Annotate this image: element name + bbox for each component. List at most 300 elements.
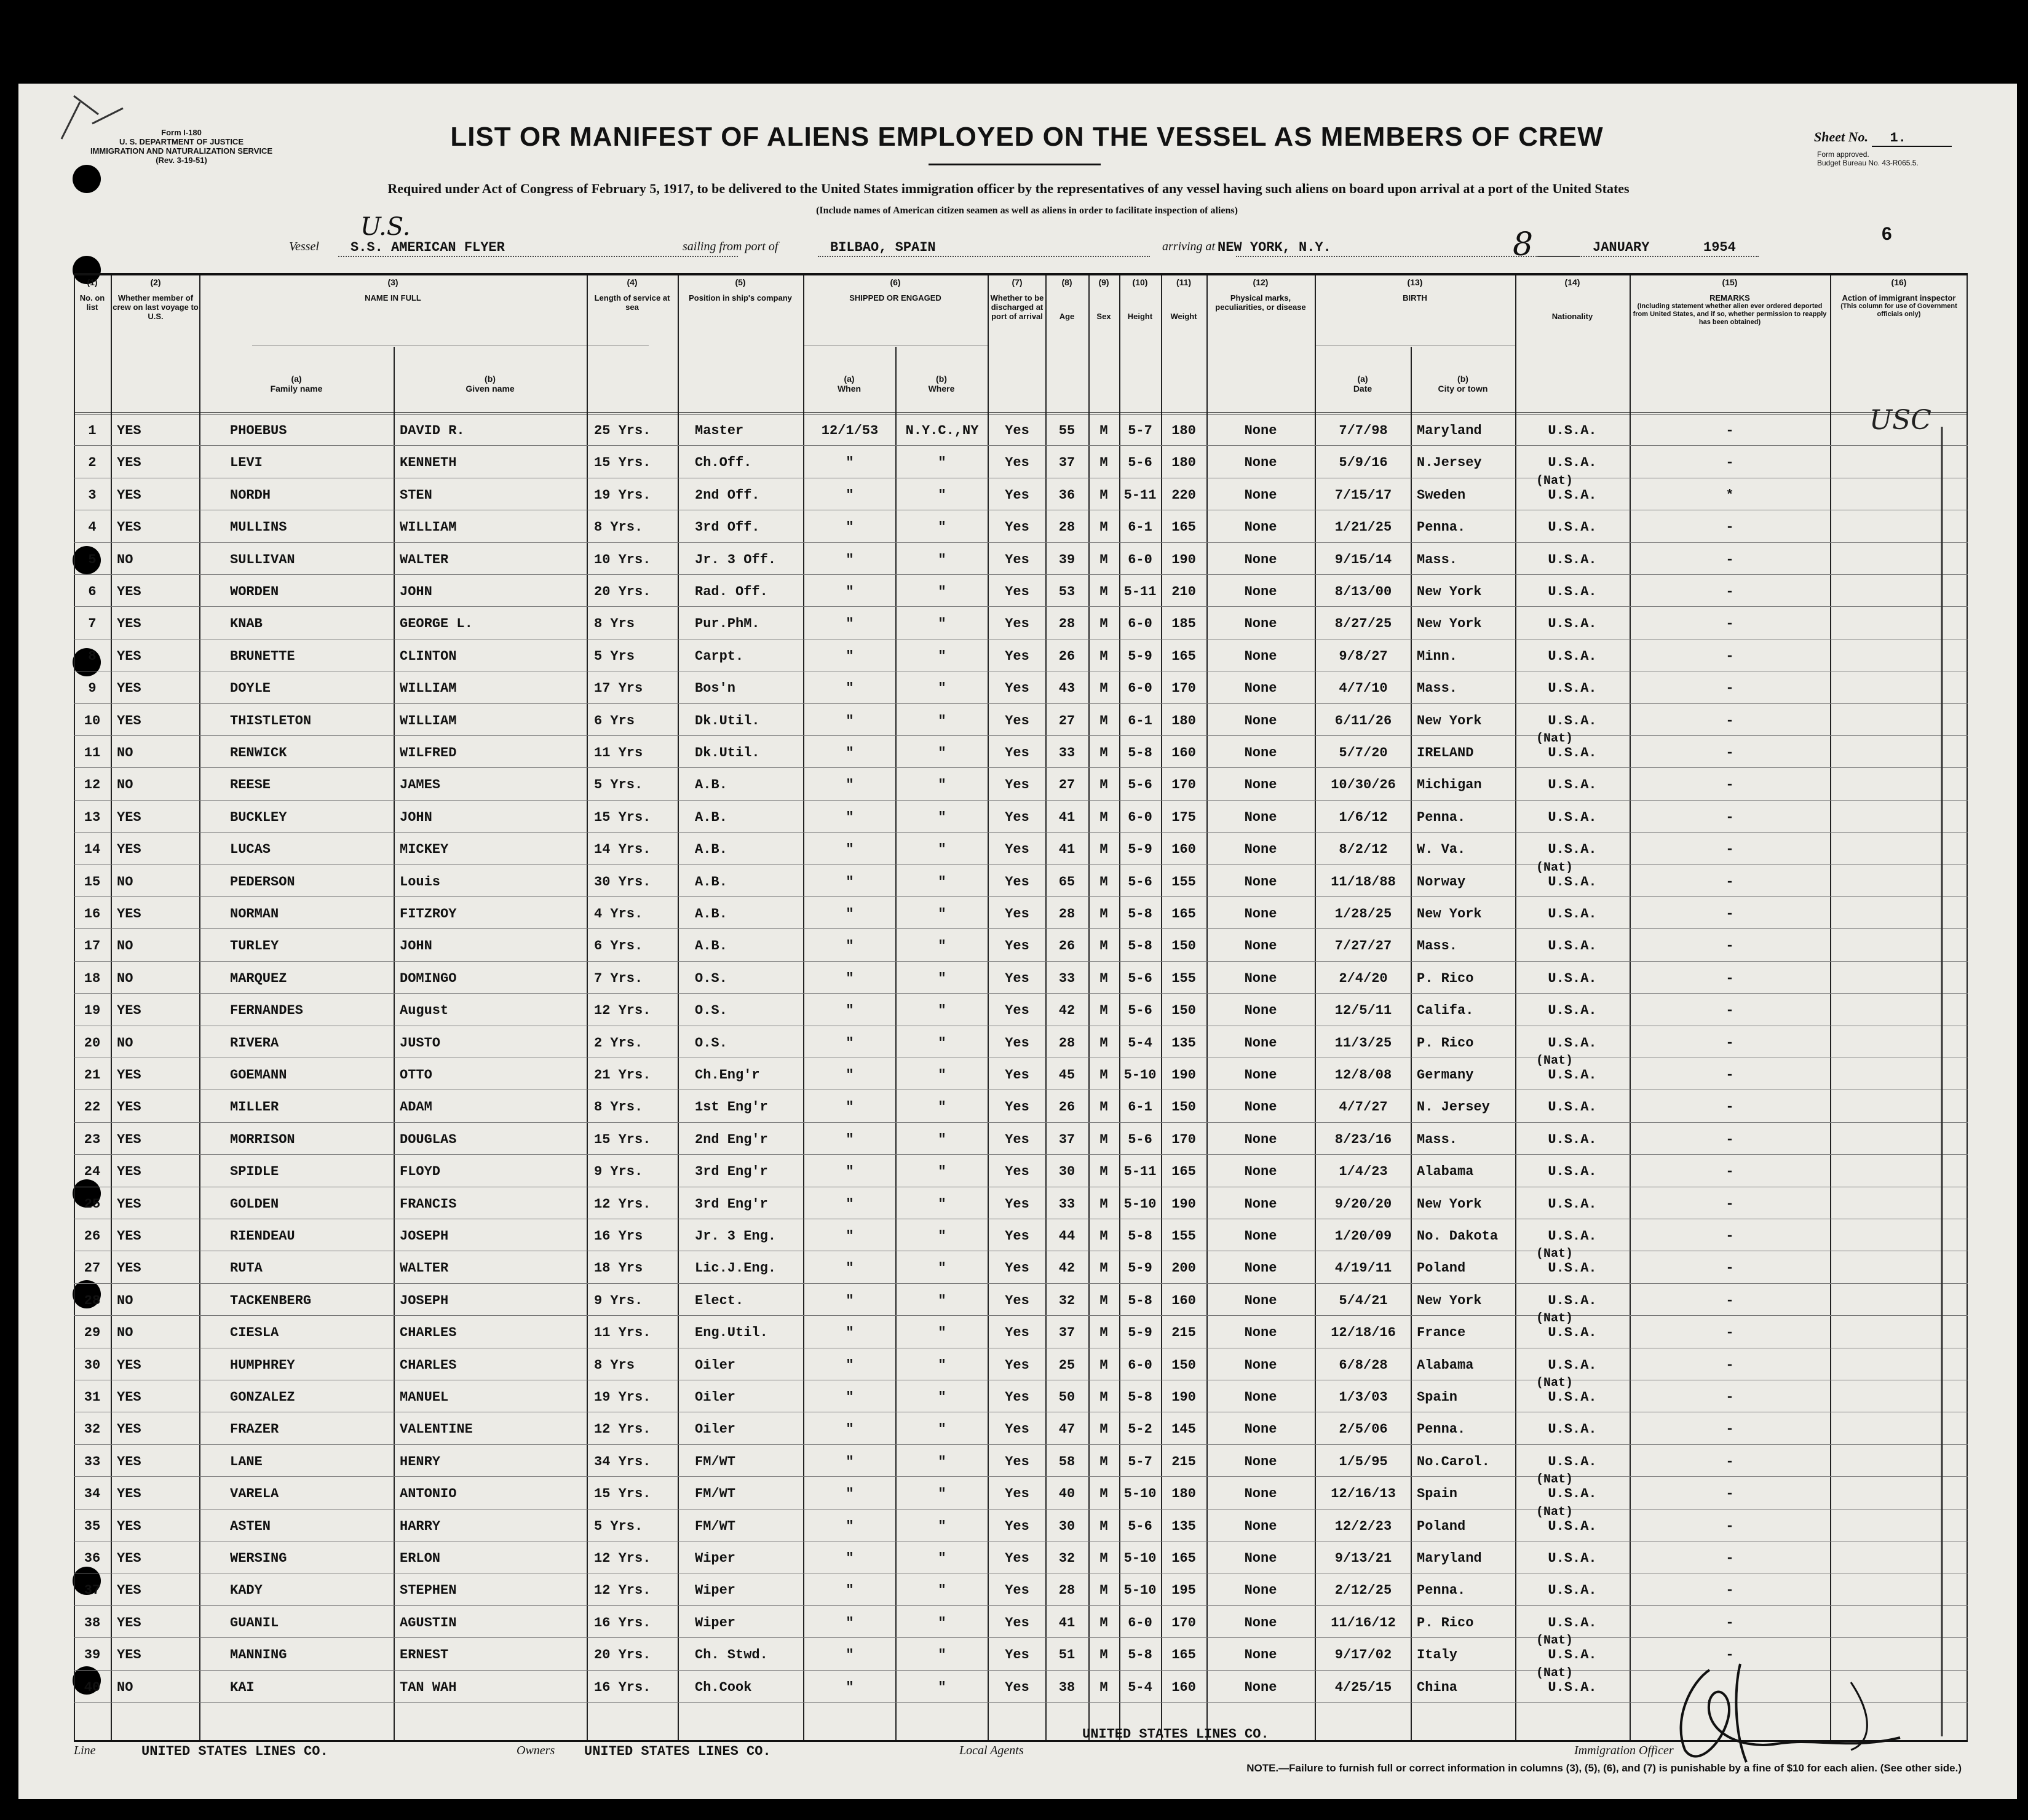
cell-shipped-where: " [938, 1131, 946, 1147]
cell-family-name: LUCAS [230, 842, 271, 858]
cell-physical-marks: None [1244, 1164, 1277, 1180]
cell-family-name: PEDERSON [230, 874, 295, 890]
cell-discharged: Yes [1005, 777, 1029, 793]
cell-weight: 165 [1171, 906, 1196, 922]
cell-birth-place: Maryland [1417, 423, 1482, 438]
cell-shipped-where: " [938, 1164, 946, 1180]
cell-last-voyage: YES [117, 809, 141, 825]
cell-family-name: GONZALEZ [230, 1390, 295, 1405]
cell-weight: 170 [1171, 1615, 1196, 1631]
cell-last-voyage: YES [117, 1583, 141, 1599]
cell-family-name: BUCKLEY [230, 809, 287, 825]
cell-shipped-when: " [846, 970, 854, 986]
cell-sex: M [1099, 1486, 1108, 1502]
cell-family-name: SULLIVAN [230, 552, 295, 568]
cell-family-name: ASTEN [230, 1518, 271, 1534]
cell-position: Eng.Util. [695, 1325, 768, 1341]
cell-age: 65 [1058, 874, 1075, 890]
cell-height: 5-8 [1128, 906, 1152, 922]
table-row [74, 962, 1968, 994]
cell-age: 27 [1058, 713, 1075, 729]
cell-height: 5-7 [1128, 423, 1152, 438]
cell-discharged: Yes [1005, 809, 1029, 825]
row-rule [74, 703, 1968, 704]
sheet-number [1814, 129, 1952, 147]
cell-height: 5-4 [1128, 1679, 1152, 1695]
cell-shipped-when: " [846, 1228, 854, 1244]
cell-physical-marks: None [1244, 809, 1277, 825]
cell-birth-place: Penna. [1417, 520, 1466, 536]
cell-position: Dk.Util. [695, 745, 760, 761]
cell-position: 3rd Off. [695, 520, 760, 536]
cell-discharged: Yes [1005, 1099, 1029, 1115]
cell-list-number: 5 [88, 552, 97, 568]
cell-physical-marks: None [1244, 906, 1277, 922]
cell-height: 5-8 [1128, 745, 1152, 761]
cell-physical-marks: None [1244, 1260, 1277, 1276]
cell-shipped-when: " [846, 777, 854, 793]
cell-list-number: 22 [84, 1099, 101, 1115]
cell-family-name: GOEMANN [230, 1067, 287, 1083]
cell-position: FM/WT [695, 1454, 736, 1470]
cell-weight: 165 [1171, 1647, 1196, 1663]
cell-discharged: Yes [1005, 874, 1029, 890]
cell-list-number: 1 [88, 423, 97, 438]
table-row [74, 1349, 1968, 1381]
cell-birth-place: Poland [1417, 1518, 1466, 1534]
cell-last-voyage: YES [117, 423, 141, 438]
cell-discharged: Yes [1005, 1679, 1029, 1695]
cell-remarks: - [1725, 1422, 1734, 1438]
cell-last-voyage: YES [117, 1003, 141, 1019]
cell-family-name: WORDEN [230, 584, 279, 599]
cell-height: 5-10 [1123, 1067, 1157, 1083]
cell-last-voyage: YES [117, 616, 141, 632]
cell-age: 58 [1058, 1454, 1075, 1470]
cell-age: 38 [1058, 1679, 1075, 1695]
header-inspector-action: (16) Action of immigrant inspector (This column for use of Government officials only) [1840, 277, 1957, 318]
cell-birth-date: 12/8/08 [1334, 1067, 1392, 1083]
sailing-from-label: sailing from port of [683, 240, 778, 253]
cell-service-length: 4 Yrs. [594, 906, 643, 922]
cell-given-name: TAN WAH [400, 1679, 457, 1695]
cell-service-length: 16 Yrs [594, 1228, 643, 1244]
cell-position: Elect. [695, 1292, 744, 1308]
cell-sex: M [1099, 713, 1108, 729]
cell-given-name: DAVID R. [400, 423, 465, 438]
cell-given-name: HENRY [400, 1454, 441, 1470]
cell-height: 5-10 [1123, 1486, 1157, 1502]
cell-position: Carpt. [695, 648, 744, 664]
cell-family-name: GOLDEN [230, 1196, 279, 1212]
table-row [74, 930, 1968, 962]
cell-remarks: - [1725, 1615, 1734, 1631]
cell-discharged: Yes [1005, 1583, 1029, 1599]
table-row [74, 1247, 1968, 1284]
table-row [74, 1054, 1968, 1091]
cell-remarks: - [1725, 1647, 1734, 1663]
table-row [74, 1413, 1968, 1445]
cell-last-voyage: NO [117, 1035, 133, 1051]
cell-sex: M [1099, 1454, 1108, 1470]
table-row [74, 1473, 1968, 1509]
cell-remarks: - [1725, 552, 1734, 568]
cell-family-name: TURLEY [230, 938, 279, 954]
cell-height: 5-10 [1123, 1196, 1157, 1212]
cell-nationality: U.S.A. [1548, 1292, 1597, 1308]
cell-given-name: STEPHEN [400, 1583, 457, 1599]
naturalized-note: (Nat) [1536, 1054, 1574, 1068]
crew-table [74, 273, 1968, 1742]
cell-position: 2nd Off. [695, 487, 760, 503]
cell-remarks: - [1725, 423, 1734, 438]
cell-given-name: August [400, 1003, 449, 1019]
cell-family-name: KNAB [230, 616, 263, 632]
cell-last-voyage: YES [117, 1422, 141, 1438]
cell-height: 5-8 [1128, 1228, 1152, 1244]
cell-last-voyage: NO [117, 938, 133, 954]
cell-birth-date: 6/11/26 [1334, 713, 1392, 729]
cell-last-voyage: YES [117, 584, 141, 599]
cell-birth-place: Michigan [1417, 777, 1482, 793]
cell-nationality: U.S.A. [1548, 777, 1597, 793]
cell-birth-place: P. Rico [1417, 1615, 1474, 1631]
cell-birth-date: 1/3/03 [1339, 1390, 1388, 1405]
cell-discharged: Yes [1005, 1390, 1029, 1405]
cell-family-name: NORMAN [230, 906, 279, 922]
header-birth-date: (a) Date [1353, 374, 1372, 394]
row-rule [74, 832, 1968, 833]
cell-given-name: FLOYD [400, 1164, 441, 1180]
cell-weight: 165 [1171, 1551, 1196, 1566]
table-row [74, 1376, 1968, 1413]
cell-physical-marks: None [1244, 487, 1277, 503]
cell-last-voyage: YES [117, 455, 141, 471]
cell-discharged: Yes [1005, 1228, 1029, 1244]
cell-position: Oiler [695, 1357, 736, 1373]
header-height: (10) Height [1127, 277, 1153, 321]
cell-height: 5-6 [1128, 1003, 1152, 1019]
cell-height: 6-0 [1128, 681, 1152, 697]
instruction-text: (Include names of American citizen seamen as well as aliens in order to facilitate inspection of aliens) [816, 205, 1238, 216]
cell-service-length: 6 Yrs. [594, 938, 643, 954]
cell-shipped-when: " [846, 906, 854, 922]
cell-given-name: FRANCIS [400, 1196, 457, 1212]
cell-shipped-where: " [938, 1551, 946, 1566]
cell-list-number: 13 [84, 809, 101, 825]
page-number: 6 [1882, 224, 1892, 244]
cell-remarks: - [1725, 616, 1734, 632]
row-rule [74, 928, 1968, 929]
cell-shipped-when: " [846, 1615, 854, 1631]
cell-shipped-when: 12/1/53 [821, 423, 879, 438]
cell-last-voyage: YES [117, 1454, 141, 1470]
cell-birth-place: New York [1417, 906, 1482, 922]
cell-remarks: - [1725, 745, 1734, 761]
cell-nationality: U.S.A. [1548, 713, 1597, 729]
cell-discharged: Yes [1005, 616, 1029, 632]
form-approved-text: Form approved. [1817, 150, 1869, 159]
cell-list-number: 18 [84, 970, 101, 986]
header-shipped-when: (a) When [837, 374, 862, 394]
cell-remarks: - [1725, 1390, 1734, 1405]
cell-birth-place: IRELAND [1417, 745, 1474, 761]
cell-age: 42 [1058, 1260, 1075, 1276]
cell-birth-date: 1/6/12 [1339, 809, 1388, 825]
header-birth-city: (b) City or town [1438, 374, 1488, 394]
cell-position: Bos'n [695, 681, 736, 697]
cell-position: 1st Eng'r [695, 1099, 768, 1115]
cell-birth-place: W. Va. [1417, 842, 1466, 858]
header-family-name: (a) Family name [270, 374, 323, 394]
cell-shipped-where: " [938, 777, 946, 793]
cell-birth-date: 7/7/98 [1339, 423, 1388, 438]
cell-remarks: - [1725, 842, 1734, 858]
cell-birth-date: 8/27/25 [1334, 616, 1392, 632]
cell-position: 3rd Eng'r [695, 1196, 768, 1212]
cell-weight: 190 [1171, 1390, 1196, 1405]
cell-family-name: WERSING [230, 1551, 287, 1566]
cell-sex: M [1099, 455, 1108, 471]
cell-shipped-where: " [938, 970, 946, 986]
cell-position: Ch.Off. [695, 455, 752, 471]
cell-service-length: 21 Yrs. [594, 1067, 651, 1083]
cell-height: 5-2 [1128, 1422, 1152, 1438]
naturalized-note: (Nat) [1536, 1473, 1574, 1487]
cell-physical-marks: None [1244, 1518, 1277, 1534]
cell-list-number: 35 [84, 1518, 101, 1534]
service-name: IMMIGRATION AND NATURALIZATION SERVICE [90, 146, 273, 156]
cell-physical-marks: None [1244, 1583, 1277, 1599]
cell-shipped-where: " [938, 584, 946, 599]
cell-height: 5-8 [1128, 1647, 1152, 1663]
cell-age: 41 [1058, 842, 1075, 858]
cell-last-voyage: NO [117, 745, 133, 761]
cell-remarks: - [1725, 1454, 1734, 1470]
cell-birth-place: Alabama [1417, 1357, 1474, 1373]
cell-shipped-when: " [846, 1486, 854, 1502]
cell-discharged: Yes [1005, 1067, 1029, 1083]
cell-last-voyage: NO [117, 552, 133, 568]
cell-remarks: - [1725, 938, 1734, 954]
cell-last-voyage: YES [117, 906, 141, 922]
header-given-name: (b) Given name [465, 374, 515, 394]
cell-height: 5-9 [1128, 648, 1152, 664]
voyage-line [289, 240, 1765, 262]
cell-height: 6-0 [1128, 616, 1152, 632]
cell-sex: M [1099, 970, 1108, 986]
cell-service-length: 6 Yrs [594, 713, 635, 729]
cell-service-length: 5 Yrs [594, 648, 635, 664]
cell-nationality: U.S.A. [1548, 1099, 1597, 1115]
header-list-number: (1) No. on list [79, 277, 105, 312]
cell-shipped-when: " [846, 1422, 854, 1438]
table-row [74, 1284, 1968, 1316]
cell-shipped-where: " [938, 1099, 946, 1115]
cell-weight: 150 [1171, 938, 1196, 954]
cell-birth-place: No. Dakota [1417, 1228, 1499, 1244]
cell-birth-place: Norway [1417, 874, 1466, 890]
cell-remarks: - [1725, 1196, 1734, 1212]
cell-age: 36 [1058, 487, 1075, 503]
cell-discharged: Yes [1005, 1454, 1029, 1470]
cell-shipped-where: " [938, 1454, 946, 1470]
cell-birth-date: 4/7/10 [1339, 681, 1388, 697]
cell-shipped-when: " [846, 1035, 854, 1051]
cell-birth-date: 4/25/15 [1334, 1679, 1392, 1695]
cell-discharged: Yes [1005, 1422, 1029, 1438]
cell-remarks: - [1725, 1067, 1734, 1083]
cell-age: 55 [1058, 423, 1075, 438]
cell-shipped-when: " [846, 584, 854, 599]
cell-position: FM/WT [695, 1518, 736, 1534]
cell-given-name: WILLIAM [400, 681, 457, 697]
cell-birth-date: 9/8/27 [1339, 648, 1388, 664]
cell-discharged: Yes [1005, 1003, 1029, 1019]
cell-given-name: ERLON [400, 1551, 441, 1566]
cell-family-name: RUTA [230, 1260, 263, 1276]
cell-service-length: 5 Yrs. [594, 1518, 643, 1534]
table-row [74, 801, 1968, 833]
table-row [74, 1123, 1968, 1155]
header-age: (8) Age [1059, 277, 1075, 321]
cell-nationality: U.S.A. [1548, 1615, 1597, 1631]
table-row [74, 1027, 1968, 1059]
cell-last-voyage: YES [117, 487, 141, 503]
cell-service-length: 12 Yrs. [594, 1003, 651, 1019]
cell-shipped-where: " [938, 713, 946, 729]
cell-position: A.B. [695, 777, 727, 793]
cell-shipped-where: " [938, 487, 946, 503]
cell-weight: 165 [1171, 648, 1196, 664]
cell-shipped-when: " [846, 455, 854, 471]
cell-height: 5-7 [1128, 1454, 1152, 1470]
cell-remarks: - [1725, 1035, 1734, 1051]
table-row [74, 1607, 1968, 1639]
cell-age: 27 [1058, 777, 1075, 793]
cell-last-voyage: YES [117, 648, 141, 664]
cell-discharged: Yes [1005, 1035, 1029, 1051]
cell-last-voyage: NO [117, 1292, 133, 1308]
header-shipped: (6) SHIPPED OR ENGAGED [849, 277, 941, 303]
cell-last-voyage: NO [117, 1679, 133, 1695]
cell-position: Ch.Eng'r [695, 1067, 760, 1083]
cell-birth-place: China [1417, 1679, 1458, 1695]
cell-service-length: 16 Yrs. [594, 1679, 651, 1695]
cell-weight: 160 [1171, 745, 1196, 761]
row-rule [74, 1315, 1968, 1316]
cell-birth-place: N. Jersey [1417, 1099, 1490, 1115]
table-row [74, 414, 1968, 446]
cell-given-name: JAMES [400, 777, 441, 793]
cell-physical-marks: None [1244, 1228, 1277, 1244]
cell-age: 26 [1058, 648, 1075, 664]
cell-birth-place: N.Jersey [1417, 455, 1482, 471]
cell-weight: 185 [1171, 616, 1196, 632]
cell-weight: 155 [1171, 1228, 1196, 1244]
cell-birth-place: Germany [1417, 1067, 1474, 1083]
cell-given-name: CHARLES [400, 1357, 457, 1373]
cell-discharged: Yes [1005, 1357, 1029, 1373]
cell-birth-place: Mass. [1417, 552, 1458, 568]
vessel-dotted-line [338, 256, 738, 257]
cell-shipped-when: " [846, 1067, 854, 1083]
cell-discharged: Yes [1005, 713, 1029, 729]
cell-last-voyage: YES [117, 520, 141, 536]
cell-remarks: - [1725, 906, 1734, 922]
cell-age: 43 [1058, 681, 1075, 697]
cell-physical-marks: None [1244, 1003, 1277, 1019]
cell-age: 33 [1058, 745, 1075, 761]
cell-age: 45 [1058, 1067, 1075, 1083]
cell-remarks: * [1725, 487, 1734, 503]
cell-service-length: 17 Yrs [594, 681, 643, 697]
cell-discharged: Yes [1005, 487, 1029, 503]
cell-shipped-when: " [846, 1518, 854, 1534]
cell-height: 5-4 [1128, 1035, 1152, 1051]
cell-birth-date: 9/13/21 [1334, 1551, 1392, 1566]
owners-label: Owners [517, 1744, 555, 1757]
cell-last-voyage: YES [117, 1615, 141, 1631]
cell-physical-marks: None [1244, 455, 1277, 471]
cell-birth-date: 12/2/23 [1334, 1518, 1392, 1534]
row-rule [74, 445, 1968, 446]
cell-nationality: U.S.A. [1548, 1035, 1597, 1051]
cell-family-name: CIESLA [230, 1325, 279, 1341]
cell-age: 39 [1058, 552, 1075, 568]
cell-birth-date: 12/5/11 [1334, 1003, 1392, 1019]
cell-position: Pur.PhM. [695, 616, 760, 632]
cell-shipped-where: " [938, 906, 946, 922]
cell-sex: M [1099, 1196, 1108, 1212]
table-row [74, 446, 1968, 478]
cell-shipped-when: " [846, 1647, 854, 1663]
cell-height: 5-6 [1128, 455, 1152, 471]
cell-given-name: ANTONIO [400, 1486, 457, 1502]
cell-family-name: MORRISON [230, 1131, 295, 1147]
header-name: (3) NAME IN FULL [365, 277, 421, 303]
cell-service-length: 8 Yrs. [594, 1099, 643, 1115]
cell-list-number: 17 [84, 938, 101, 954]
cell-weight: 175 [1171, 809, 1196, 825]
cell-age: 33 [1058, 1196, 1075, 1212]
cell-sex: M [1099, 520, 1108, 536]
local-agents-label: Local Agents [959, 1744, 1024, 1757]
immigration-officer-label: Immigration Officer [1574, 1744, 1674, 1757]
cell-remarks: - [1725, 1228, 1734, 1244]
cell-height: 6-1 [1128, 520, 1152, 536]
header-sex: (9) Sex [1096, 277, 1111, 321]
cell-position: Oiler [695, 1390, 736, 1405]
table-row [74, 607, 1968, 639]
cell-nationality: U.S.A. [1548, 1164, 1597, 1180]
cell-remarks: - [1725, 681, 1734, 697]
cell-physical-marks: None [1244, 970, 1277, 986]
cell-physical-marks: None [1244, 1035, 1277, 1051]
cell-birth-date: 1/5/95 [1339, 1454, 1388, 1470]
cell-list-number: 28 [84, 1292, 101, 1308]
cell-birth-place: Alabama [1417, 1164, 1474, 1180]
cell-nationality: U.S.A. [1548, 616, 1597, 632]
cell-sex: M [1099, 842, 1108, 858]
cell-given-name: CLINTON [400, 648, 457, 664]
cell-physical-marks: None [1244, 745, 1277, 761]
cell-height: 5-10 [1123, 1551, 1157, 1566]
cell-height: 5-6 [1128, 1518, 1152, 1534]
cell-age: 28 [1058, 1583, 1075, 1599]
cell-family-name: PHOEBUS [230, 423, 287, 438]
cell-physical-marks: None [1244, 1131, 1277, 1147]
